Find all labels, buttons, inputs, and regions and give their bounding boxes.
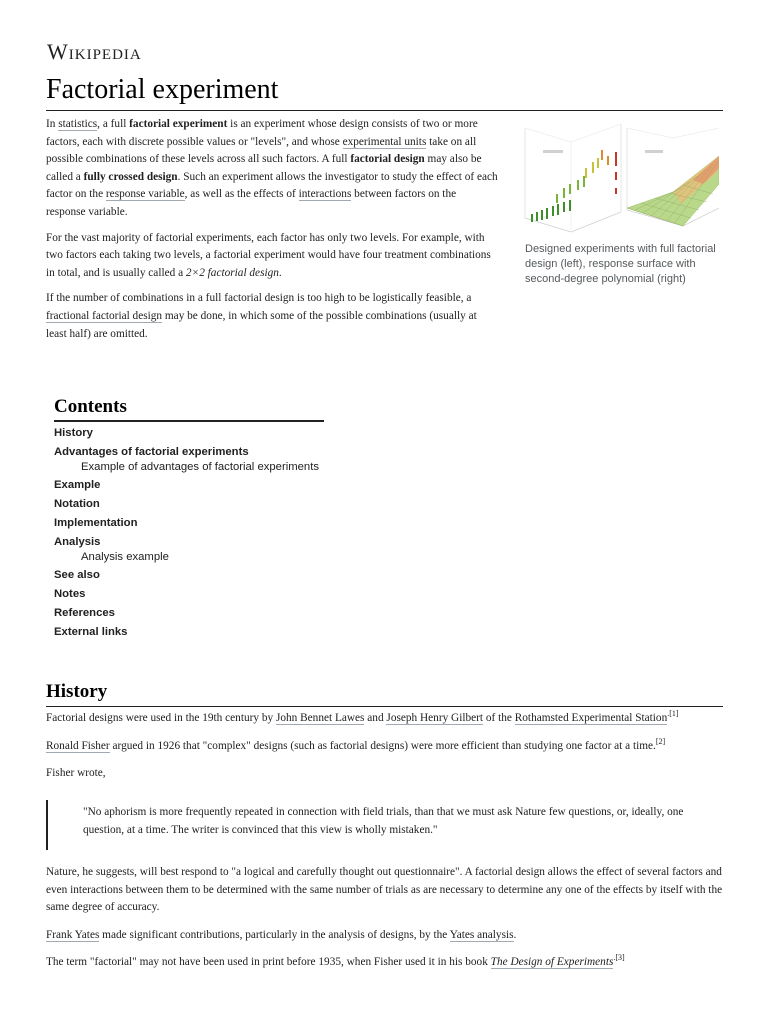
inline-link[interactable]: Yates analysis xyxy=(449,928,514,941)
text-run: For the vast majority of factorial experiments, each factor has only two levels. For example, with two factors each taking two levels, a factorial experiment would have four treatment combinations in total, and is usually called a xyxy=(46,231,491,279)
toc-item[interactable]: Notes xyxy=(54,588,86,600)
inline-link[interactable]: John Bennet Lawes xyxy=(275,712,365,724)
text-run: may also be called a xyxy=(46,153,482,183)
inline-link[interactable]: Ronald Fisher xyxy=(46,739,110,752)
toc-item[interactable]: External links xyxy=(54,626,128,638)
table-of-contents xyxy=(54,396,324,640)
lead-paragraph-1 xyxy=(46,116,498,222)
text-run: may be done, in which some of the possible combinations (usually at least half) are omitted. xyxy=(46,309,477,340)
toc-item[interactable]: Example xyxy=(54,479,101,491)
history-paragraph-6 xyxy=(46,954,726,972)
toc-item[interactable]: Implementation xyxy=(54,517,138,529)
history-paragraph-2 xyxy=(46,738,726,756)
inline-link[interactable]: response variable xyxy=(105,188,185,201)
inline-link[interactable]: fractional factorial design xyxy=(46,309,163,322)
history-section-top xyxy=(46,710,726,793)
text-run: 2×2 factorial design xyxy=(185,266,279,279)
figure-image[interactable] xyxy=(523,122,719,240)
toc-item[interactable]: Notation xyxy=(54,498,100,510)
figure-plots xyxy=(523,122,719,240)
history-divider xyxy=(46,706,723,707)
text-run: , as well as the effects of xyxy=(184,188,299,201)
text-run: argued in 1926 that "complex" designs (such as factorial designs) were more efficient than studying one factor at a time. xyxy=(109,739,656,752)
text-run: made significant contributions, particularly in the analysis of designs, by the xyxy=(99,928,450,941)
toc-item[interactable]: References xyxy=(54,607,115,619)
bold-term: factorial experiment xyxy=(129,118,228,130)
text-run: Nature, he suggests, will best respond to "a logical and carefully thought out questionnaire". A factorial design allows the effect of several factors and even interactions between them to be determined with the same number of trials as are necessary to determine any one of the effects by itself with the same degree of accuracy. xyxy=(46,866,723,914)
history-paragraph-5 xyxy=(46,927,726,945)
inline-link[interactable]: Rothamsted Experimental Station xyxy=(514,712,668,724)
toc-item[interactable]: See also xyxy=(54,569,100,581)
lead-paragraph-3 xyxy=(46,290,498,343)
inline-link[interactable]: Frank Yates xyxy=(46,928,100,941)
quote-bar xyxy=(46,800,48,850)
history-paragraph-3 xyxy=(46,765,726,783)
inline-link[interactable]: statistics xyxy=(58,118,98,130)
text-run: Factorial designs were used in the 19th century by xyxy=(46,712,276,724)
text-run: between factors on the response variable. xyxy=(46,188,457,218)
text-run: If the number of combinations in a full factorial design is too high to be logistically feasible, a xyxy=(46,292,472,305)
figure-caption: Designed experiments with full factorial design (left), response surface with second-degree polynomial (right) xyxy=(525,243,716,285)
citation-ref[interactable]: .[3] xyxy=(613,953,625,963)
lead-section xyxy=(46,116,498,351)
toc-subitem[interactable]: Analysis example xyxy=(81,551,169,563)
history-heading: History xyxy=(46,681,108,702)
bold-term: factorial design xyxy=(350,153,425,166)
lead-paragraph-2 xyxy=(46,230,498,283)
toc-title: Contents xyxy=(54,396,127,417)
text-run: . xyxy=(278,266,282,279)
toc-item[interactable]: Advantages of factorial experiments xyxy=(54,446,249,458)
title-divider xyxy=(46,110,723,111)
text-run: , a full xyxy=(97,118,130,130)
inline-link[interactable]: Joseph Henry Gilbert xyxy=(386,712,484,724)
history-paragraph-1 xyxy=(46,710,726,728)
bold-term: fully crossed design xyxy=(83,170,178,183)
fisher-quote xyxy=(46,800,726,852)
text-run: The term "factorial" may not have been used in print before 1935, when Fisher used it in his book xyxy=(46,956,491,969)
history-paragraph-4 xyxy=(46,864,726,917)
wikipedia-logo[interactable]: Wikipedia xyxy=(47,39,142,64)
left-plot-3d-scatter xyxy=(525,124,621,232)
text-run: . xyxy=(513,928,517,941)
quote-text: "No aphorism is more frequently repeated in connection with field trials, than that we must ask Nature few questions, or, ideally, one question, at a time. The writer is convinced that this view is wholly mistaken." xyxy=(83,806,684,836)
history-section-bottom xyxy=(46,864,726,982)
toc-subitem[interactable]: Example of advantages of factorial experiments xyxy=(81,461,319,473)
toc-item[interactable]: Analysis xyxy=(54,536,101,548)
inline-link[interactable]: experimental units xyxy=(342,135,427,148)
text-run: take on all possible combinations of these levels across all such factors. A full xyxy=(46,135,477,166)
text-run: of the xyxy=(483,712,515,724)
right-plot-response-surface xyxy=(627,128,719,226)
text-run: Fisher wrote, xyxy=(46,767,106,780)
inline-link[interactable]: interactions xyxy=(298,188,352,201)
toc-divider xyxy=(54,420,324,422)
page-title: Factorial experiment xyxy=(46,74,279,105)
citation-ref[interactable]: [2] xyxy=(655,736,666,746)
citation-ref[interactable]: .[1] xyxy=(667,709,679,719)
toc-item[interactable]: History xyxy=(54,427,93,439)
inline-link[interactable]: The Design of Experiments xyxy=(490,956,614,969)
text-run: . Such an experiment allows the investigator to study the effect of each factor on the xyxy=(46,170,498,201)
text-run: and xyxy=(364,712,387,724)
text-run: In xyxy=(46,118,59,130)
text-run: is an experiment whose design consists of two or more factors, each with discrete possible values or "levels", and whose xyxy=(46,118,478,148)
toc-list xyxy=(54,426,324,640)
